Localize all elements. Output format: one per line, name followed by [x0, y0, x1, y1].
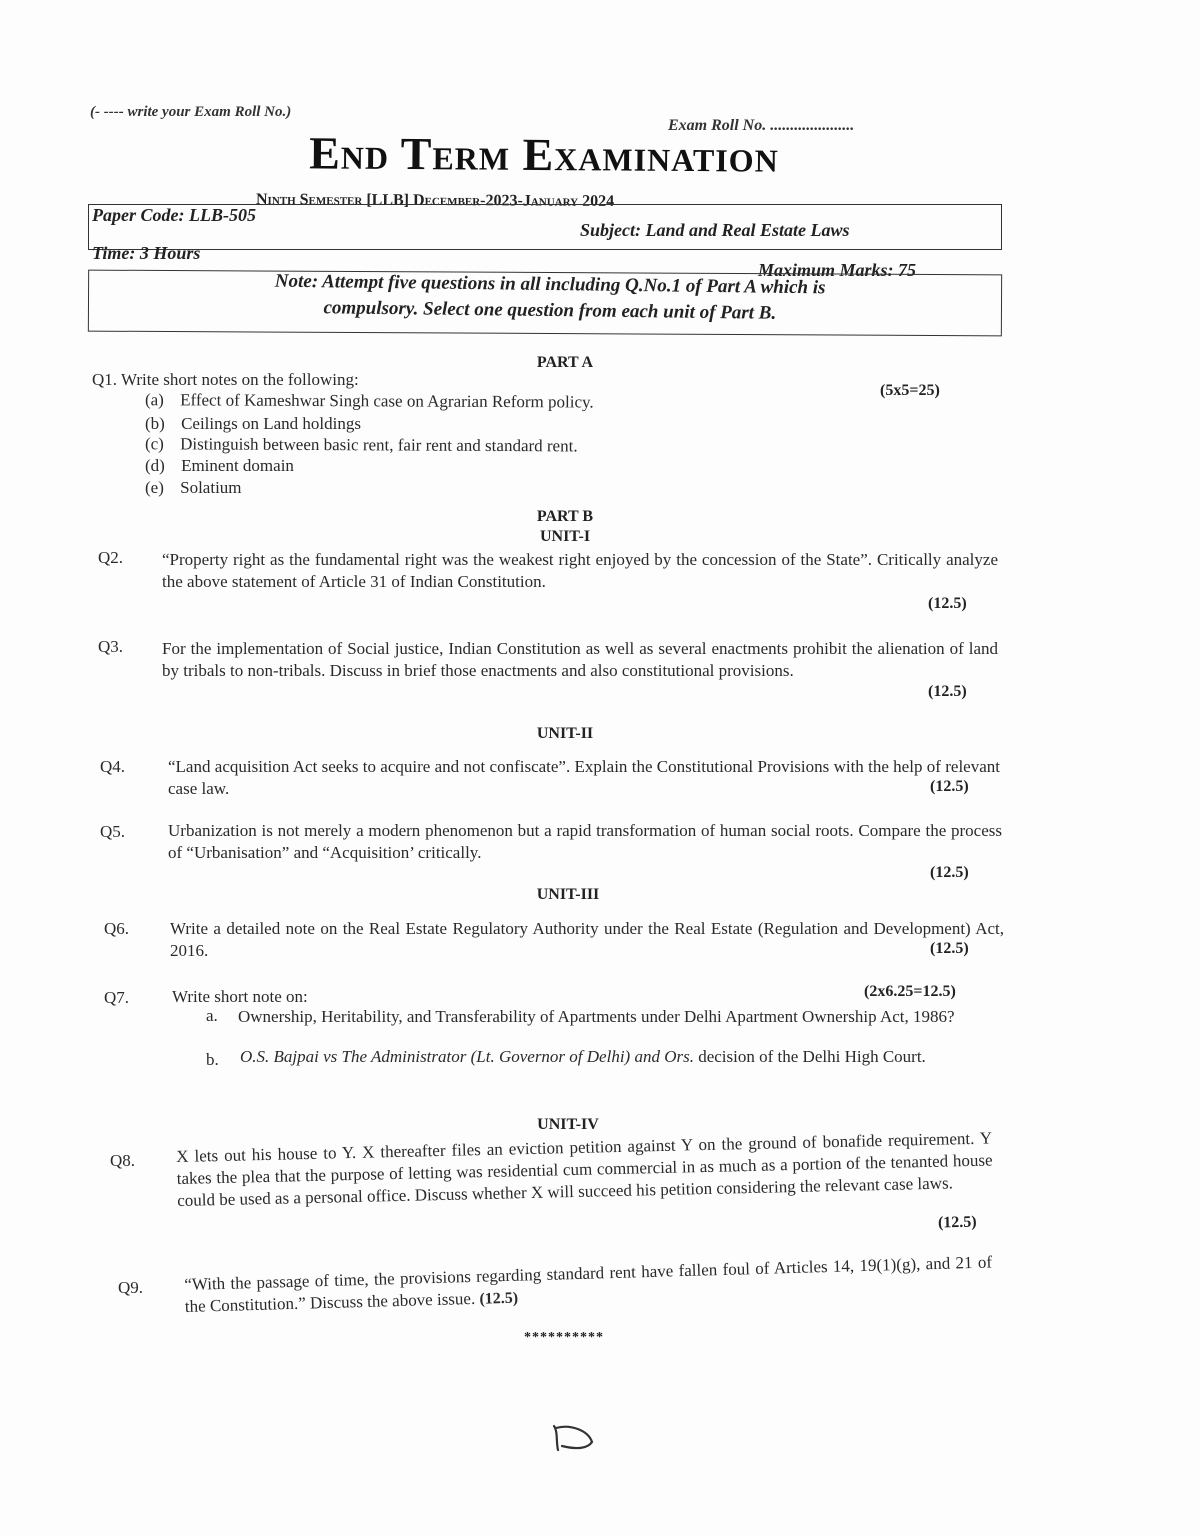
- q5-marks: (12.5): [930, 864, 969, 881]
- list-item: [145, 478, 845, 498]
- unit-2-heading: UNIT-II: [536, 725, 594, 742]
- q6-number: Q6.: [104, 919, 130, 938]
- q7-number: Q7.: [104, 988, 130, 1007]
- q2-marks: (12.5): [928, 595, 967, 612]
- semester-line: Ninth Semester [LLB] December-2023-January 2024: [255, 191, 615, 210]
- item-text: Effect of Kameshwar Singh case on Agrarian Reform policy.: [180, 390, 594, 412]
- q6-text: Write a detailed note on the Real Estate Regulatory Authority under the Real Estate (Regulation and Development) Act, 2016.: [170, 919, 1004, 960]
- list-item: [145, 456, 845, 476]
- q4-marks: (12.5): [930, 778, 969, 795]
- q7-text: Write short note on:: [172, 987, 308, 1006]
- q7-b-label: b.: [206, 1050, 219, 1069]
- q8-marks: (12.5): [937, 1213, 977, 1232]
- part-b-heading: PART B: [536, 508, 594, 525]
- item-text: Ceilings on Land holdings: [181, 414, 361, 433]
- q6-marks: (12.5): [930, 940, 969, 957]
- maximum-marks: Maximum Marks: 75: [758, 260, 917, 280]
- case-name: O.S. Bajpai vs The Administrator (Lt. Governor of Delhi) and Ors.: [240, 1047, 694, 1066]
- exam-time: Time: 3 Hours: [92, 243, 201, 263]
- exam-roll-field: Exam Roll No. .....................: [668, 117, 855, 134]
- q4-number: Q4.: [100, 757, 126, 776]
- q3-marks: (12.5): [928, 683, 967, 700]
- q1-text: Q1. Write short notes on the following:: [92, 370, 359, 389]
- unit-1-heading: UNIT-I: [539, 528, 591, 545]
- item-label: (e): [145, 478, 164, 497]
- item-label: (a): [144, 390, 164, 410]
- case-description: decision of the Delhi High Court.: [698, 1047, 926, 1066]
- item-label: (d): [145, 456, 165, 475]
- unit-4-heading: UNIT-IV: [537, 1116, 599, 1133]
- item-text: Solatium: [180, 478, 242, 497]
- q5-text: Urbanization is not merely a modern phenomenon but a rapid transformation of human social roots. Compare the process of “Urbanisation” and “Acquisition’ critically.: [168, 821, 1002, 862]
- item-text: Eminent domain: [181, 456, 294, 475]
- note-line-1: Note: Attempt five questions in all including Q.No.1 of Part A which is: [274, 270, 826, 299]
- part-a-heading: PART A: [536, 354, 594, 371]
- item-label: (c): [144, 434, 164, 454]
- exam-note: [120, 267, 981, 330]
- q7-a-text: Ownership, Heritability, and Transferability of Apartments under Delhi Apartment Ownership Act, 1986?: [238, 1007, 955, 1026]
- q8-number: Q8.: [110, 1151, 136, 1170]
- paper-code: Paper Code: LLB-505: [92, 205, 256, 225]
- q1-marks: (5x5=25): [880, 382, 940, 399]
- roll-instruction: (- ---- write your Exam Roll No.): [90, 104, 292, 120]
- q3-text: For the implementation of Social justice, Indian Constitution as well as several enactments prohibit the alienation of land by tribals to non-tribals. Discuss in brief those enactments and also constitutional provisions.: [162, 639, 998, 680]
- end-of-paper-mark: **********: [524, 1330, 604, 1345]
- q7-a-label: a.: [206, 1006, 218, 1025]
- list-item: [145, 390, 845, 414]
- q3-number: Q3.: [98, 637, 124, 656]
- note-line-2: compulsory. Select one question from each unit of Part B.: [323, 297, 777, 324]
- q2-text: “Property right as the fundamental right was the weakest right enjoyed by the concession of the State”. Critically analyze the above statement of Article 31 of Indian Constitution.: [162, 550, 998, 591]
- subject-name: Subject: Land and Real Estate Laws: [580, 220, 850, 240]
- item-text: Distinguish between basic rent, fair rent and standard rent.: [180, 434, 578, 456]
- q2-number: Q2.: [98, 548, 124, 567]
- q8-text: X lets out his house to Y. X thereafter files an eviction petition against Y on the ground of bonafide requirement. Y takes the plea that the purpose of letting was residential cum commercial in as much as a portion of the tenanted house could be used as a personal office. Discuss whether X will succeed his petition considering the relevant case laws.: [176, 1128, 993, 1210]
- q9-marks: (12.5): [479, 1289, 519, 1308]
- handwritten-mark: [548, 1418, 598, 1458]
- unit-3-heading: UNIT-III: [536, 886, 600, 903]
- q9-text: [184, 1251, 993, 1319]
- q9-question: “With the passage of time, the provisions regarding standard rent have fallen foul of Articles 14, 19(1)(g), and 21 of the Constitution.” Discuss the above issue.: [184, 1252, 993, 1316]
- q4-text: “Land acquisition Act seeks to acquire and not confiscate”. Explain the Constitutional Provisions with the help of relevant case law.: [168, 757, 1000, 798]
- item-label: (b): [145, 414, 165, 433]
- list-item: [145, 414, 845, 434]
- q9-number: Q9.: [118, 1278, 144, 1297]
- list-item: [145, 434, 845, 458]
- q5-number: Q5.: [100, 822, 126, 841]
- exam-title: End Term Examination: [309, 127, 779, 182]
- q7-b-text: [240, 1046, 1006, 1068]
- q7-marks: (2x6.25=12.5): [864, 983, 956, 1000]
